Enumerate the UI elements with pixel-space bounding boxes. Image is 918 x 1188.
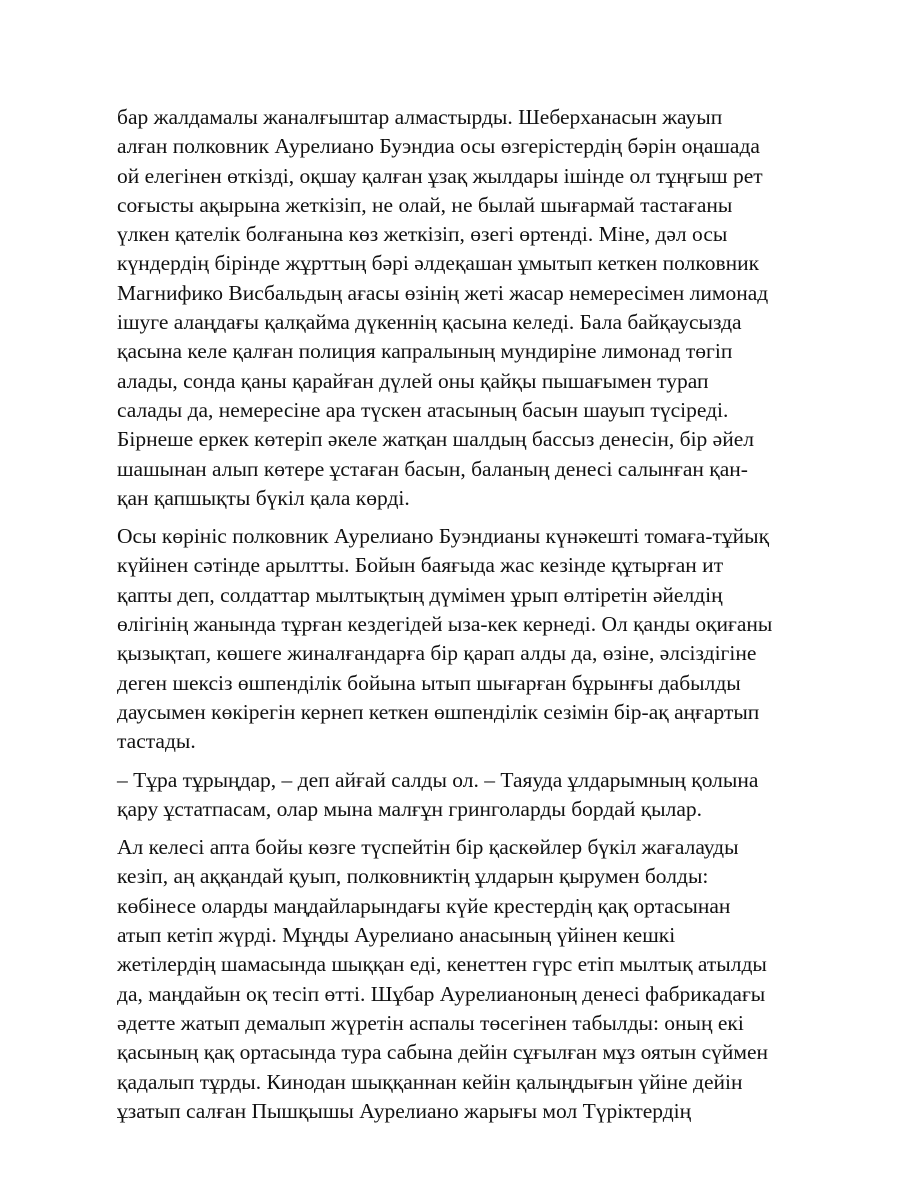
text-line: қызықтап, көшеге жиналғандарға бір қарап алды да, өзіне, әлсіздігіне [117, 641, 757, 666]
text-line: қапты деп, солдаттар мылтықтың дүмімен ұрып өлтіретін әйелдің [117, 582, 723, 607]
text-line: жетілердің шамасында шыққан еді, кенеттен гүрс етіп мылтық атылды [117, 952, 767, 977]
text-line: Магнифико Висбальдың ағасы өзінің жеті жасар немересімен лимонад [117, 280, 769, 305]
text-line: қасына келе қалған полиция капралының мундиріне лимонад төгіп [117, 339, 733, 364]
text-line: Бірнеше еркек көтеріп әкеле жатқан шалдың бассыз денесін, бір әйел [117, 427, 755, 452]
paragraph-2 [117, 522, 817, 756]
text-line: кезіп, аң аққандай қуып, полковниктің ұлдарын қырумен болды: [117, 864, 709, 889]
text-line: бар жалдамалы жаналғыштар алмастырды. Шеберханасын жауып [117, 105, 723, 129]
text-line: Осы көрініс полковник Аурелиано Буэндианы күнәкешті томаға-тұйық [117, 524, 770, 549]
text-line: да, маңдайын оқ тесіп өтті. Шұбар Аурелианоның денесі фабрикадағы [117, 981, 766, 1006]
text-line: күйінен сәтінде арылтты. Бойын баяғыда жас кезінде құтырған ит [117, 553, 724, 578]
text-line: ой елегінен өткізді, оқшау қалған ұзақ жылдары ішінде ол тұңғыш рет [117, 163, 763, 188]
text-line: шашынан алып көтере ұстаған басын, баланың денесі салынған қан- [117, 456, 748, 481]
text-line: Ал келесі апта бойы көзге түспейтін бір қаскөйлер бүкіл жағалауды [117, 835, 739, 860]
body-text [117, 103, 817, 1135]
text-line: көбінесе оларды маңдайларындағы күйе крестердің қақ ортасынан [117, 893, 731, 918]
text-line: өлігінің жанында тұрған кездегідей ыза-кек кернеді. Ол қанды оқиғаны [117, 612, 773, 637]
text-line: атып кетіп жүрді. Мұңды Аурелиано анасының үйінен кешкі [117, 923, 676, 948]
text-line: салады да, немересіне ара түскен атасының басын шауып түсіреді. [117, 397, 729, 422]
text-line: алады, сонда қаны қарайған дүлей оны қайқы пышағымен турап [117, 368, 709, 393]
paragraph-4 [117, 833, 817, 1126]
text-line: соғысты ақырына жеткізіп, не олай, не былай шығармай тастағаны [117, 192, 733, 217]
text-line: үлкен қателік болғанына көз жеткізіп, өзегі өртенді. Міне, дәл осы [117, 222, 728, 247]
paragraph-1 [117, 103, 817, 513]
text-line: күндердің бірінде жұрттың бәрі әлдеқашан ұмытып кеткен полковник [117, 251, 760, 276]
text-line: ұзатып салған Пышқышы Аурелиано жарығы мол Түріктердің [117, 1098, 692, 1123]
text-line: деген шексіз өшпенділік бойына ытып шығарған бұрынғы дабылды [117, 670, 741, 695]
text-line: тастады. [117, 729, 196, 754]
text-line: әдетте жатып демалып жүретін аспалы төсегінен табылды: оның екі [117, 1010, 744, 1035]
text-line: қадалып тұрды. Кинодан шыққаннан кейін қалыңдығын үйіне дейін [117, 1069, 743, 1094]
text-line: қан қапшықты бүкіл қала көрді. [117, 485, 410, 510]
text-line: алған полковник Аурелиано Буэндиа осы өзгерістердің бәрін оңашада [117, 134, 760, 159]
text-line: қару ұстатпасам, олар мына малғұн гринголарды бордай қылар. [117, 796, 703, 821]
text-line: ішуге алаңдағы қалқайма дүкеннің қасына келеді. Бала байқаусызда [117, 310, 742, 335]
text-line: қасының қақ ортасында тура сабына дейін сұғылған мұз оятын сүймен [117, 1040, 769, 1065]
paragraph-3-dialogue [117, 766, 817, 825]
text-line: – Тұра тұрыңдар, – деп айғай салды ол. – Таяуда ұлдарымның қолына [117, 767, 759, 792]
text-line: даусымен көкірегін кернеп кеткен өшпенділік сезімін бір-ақ аңғартып [117, 699, 760, 724]
